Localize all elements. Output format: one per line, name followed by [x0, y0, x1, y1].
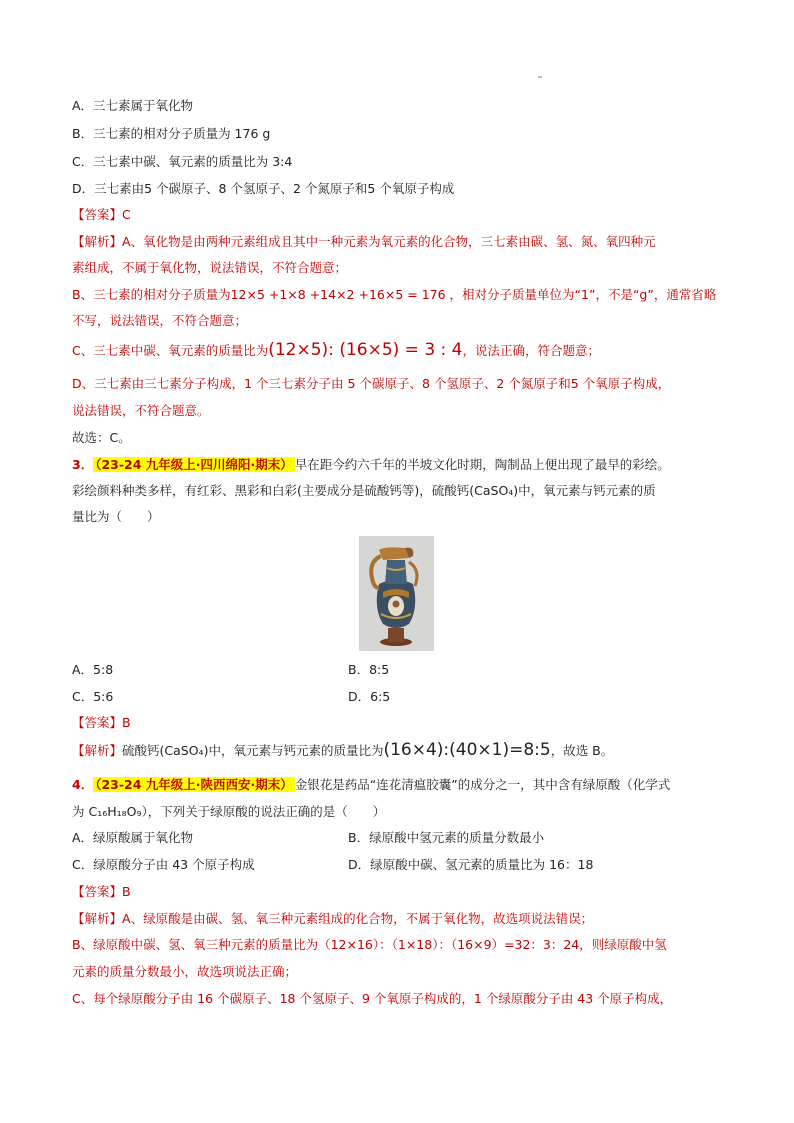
q2-analysis-a-1 [72, 233, 656, 251]
question-number: 3． [72, 457, 94, 472]
answer-value: C [122, 207, 131, 222]
formula: (12×5): (16×5) = 3 : 4 [268, 340, 463, 360]
answer-label: 【答案】 [72, 715, 123, 730]
q4-option-a: A．绿原酸属于氧化物 [72, 830, 194, 845]
source-tag: （23-24 九年级上·四川绵阳·期末） [95, 457, 293, 472]
q4-analysis-b-1: B、绿原酸中碳、氢、氧三种元素的质量比为（12×16）：（1×18）：（16×9）=32：3：24，则绿原酸中氢 [72, 937, 667, 952]
analysis-text: ，故选 B。 [550, 743, 614, 758]
analysis-label: 【解析】 [72, 234, 123, 249]
q2-option-a: A．三七素属于氧化物 [72, 98, 194, 113]
q2-analysis-b-2: 不写，说法错误，不符合题意； [72, 313, 248, 328]
q2-analysis-a-2: 素组成，不属于氧化物，说法错误，不符合题意； [72, 260, 348, 275]
answer-value: B [122, 884, 131, 899]
q2-option-b: B．三七素的相对分子质量为 176 g [72, 126, 271, 141]
q2-analysis-c [72, 341, 600, 360]
q4-stem-1 [72, 776, 670, 794]
analysis-text: 硫酸钙(CaSO₄)中，氧元素与钙元素的质量比为 [122, 743, 384, 758]
q4-option-b: B．绿原酸中氢元素的质量分数最小 [348, 830, 545, 845]
q4-option-d: D．绿原酸中碳、氢元素的质量比为 16：18 [348, 857, 594, 872]
q2-option-c: C．三七素中碳、氧元素的质量比为 3:4 [72, 154, 293, 169]
formula: (16×4):(40×1)=8:5 [383, 740, 551, 760]
q3-stem-1 [72, 456, 670, 474]
q3-analysis [72, 741, 613, 760]
q3-option-c: C．5:6 [72, 689, 114, 704]
question-text: 金银花是药品“连花清瘟胶囊”的成分之一，其中含有绿原酸（化学式 [294, 777, 671, 792]
header-mark [538, 76, 542, 78]
answer-label: 【答案】 [72, 884, 123, 899]
q4-answer [72, 883, 131, 901]
answer-label: 【答案】 [72, 207, 123, 222]
q2-option-d: D．三七素由5 个碳原子、8 个氢原子、2 个氮原子和5 个氧原子构成 [72, 181, 455, 196]
q3-answer [72, 714, 131, 732]
q4-analysis-a [72, 910, 593, 928]
analysis-text: A、氧化物是由两种元素组成且其中一种元素为氧元素的化合物，三七素由碳、氢、氮、氧四种元 [122, 234, 656, 249]
analysis-label: 【解析】 [72, 911, 123, 926]
q2-analysis-d-1: D、三七素由三七素分子构成，1 个三七素分子由 5 个碳原子、8 个氢原子、2 个氮原子和5 个氧原子构成， [72, 376, 671, 391]
question-number: 4． [72, 777, 94, 792]
vase-image [359, 536, 434, 651]
q3-option-d: D．6:5 [348, 689, 391, 704]
q4-analysis-c: C、每个绿原酸分子由 16 个碳原子、18 个氢原子、9 个氧原子构成的，1 个绿原酸分子由 43 个原子构成， [72, 991, 673, 1006]
q4-stem-2: 为 C₁₆H₁₈O₉），下列关于绿原酸的说法正确的是（ ） [72, 804, 386, 819]
q3-option-b: B．8:5 [348, 662, 390, 677]
vase-photo [359, 536, 434, 651]
q2-answer [72, 206, 131, 224]
analysis-text: C、三七素中碳、氧元素的质量比为 [72, 343, 269, 358]
q3-option-a: A．5:8 [72, 662, 114, 677]
q2-analysis-b-1: B、三七素的相对分子质量为12×5 +1×8 +14×2 +16×5 = 176 ，相对分子质量单位为“1”，不是“g”，通常省略 [72, 287, 717, 302]
analysis-label: 【解析】 [72, 743, 123, 758]
q2-analysis-d-2: 说法错误，不符合题意。 [72, 403, 210, 418]
q4-analysis-b-2: 元素的质量分数最小，故选项说法正确； [72, 964, 298, 979]
q4-option-c: C．绿原酸分子由 43 个原子构成 [72, 857, 255, 872]
answer-value: B [122, 715, 131, 730]
q3-stem-2: 彩绘颜料种类多样，有红彩、黑彩和白彩(主要成分是硫酸钙等)，硫酸钙(CaSO₄)中，氧元素与钙元素的质 [72, 483, 656, 498]
source-tag: （23-24 九年级上·陕西西安·期末） [95, 777, 293, 792]
question-text: 早在距今约六千年的半坡文化时期，陶制品上便出现了最早的彩绘。 [294, 457, 670, 472]
analysis-text: ，说法正确，符合题意； [462, 343, 601, 358]
q2-choice: 故选：C。 [72, 430, 131, 445]
analysis-text: A、绿原酸是由碳、氢、氧三种元素组成的化合物，不属于氧化物，故选项说法错误； [122, 911, 594, 926]
q3-stem-3: 量比为（ ） [72, 509, 160, 524]
